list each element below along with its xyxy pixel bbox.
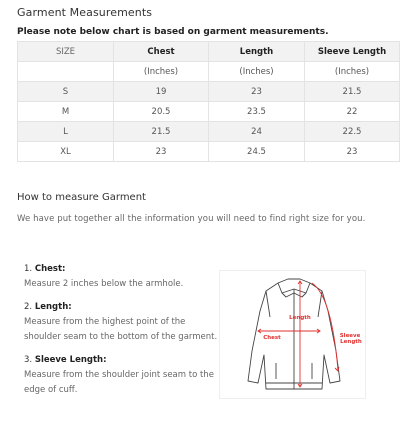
chest-cell: 23 xyxy=(114,142,209,162)
sleeve-length-label xyxy=(340,333,363,345)
page-title: Garment Measurements xyxy=(17,6,153,19)
length-cell: 24 xyxy=(209,122,305,142)
unit-cell xyxy=(18,62,114,82)
size-cell: L xyxy=(18,122,114,142)
chest-cell: 20.5 xyxy=(114,102,209,122)
measurement-steps xyxy=(24,262,219,398)
step-number: 2. xyxy=(24,302,33,312)
step-heading xyxy=(24,262,219,277)
table-units-row xyxy=(18,62,400,82)
step-number: 3. xyxy=(24,355,33,365)
length-cell: 23 xyxy=(209,82,305,102)
header-length: Length xyxy=(209,42,305,62)
length-cell: 23.5 xyxy=(209,102,305,122)
table-row xyxy=(18,122,400,142)
header-size: SIZE xyxy=(18,42,114,62)
sleeve-cell: 22 xyxy=(305,102,400,122)
table-header-row xyxy=(18,42,400,62)
sleeve-label-line-2: Length xyxy=(340,339,362,345)
unit-cell: (Inches) xyxy=(209,62,305,82)
step-heading xyxy=(24,353,219,368)
sleeve-cell: 22.5 xyxy=(305,122,400,142)
table-row xyxy=(18,82,400,102)
size-cell: M xyxy=(18,102,114,122)
sleeve-label-line-1: Sleeve xyxy=(339,333,361,339)
chest-label: Chest xyxy=(263,335,281,341)
sleeve-cell: 21.5 xyxy=(305,82,400,102)
length-label: Length xyxy=(289,315,311,321)
header-chest: Chest xyxy=(114,42,209,62)
size-cell: XL xyxy=(18,142,114,162)
header-sleeve-length: Sleeve Length xyxy=(305,42,400,62)
step-name: Sleeve Length: xyxy=(34,355,107,365)
jacket-illustration xyxy=(220,271,365,398)
step-name: Chest: xyxy=(34,264,66,274)
size-cell: S xyxy=(18,82,114,102)
size-chart-table xyxy=(17,41,400,162)
step-text: Measure from the shoulder joint seam to the edge of cuff. xyxy=(24,370,214,395)
chest-cell: 21.5 xyxy=(114,122,209,142)
jacket-measurement-diagram xyxy=(219,270,366,399)
step-name: Length: xyxy=(34,302,72,312)
unit-cell: (Inches) xyxy=(305,62,400,82)
step-text: Measure from the highest point of the shoulder seam to the bottom of the garment. xyxy=(24,317,218,342)
step-text: Measure 2 inches below the armhole. xyxy=(24,279,184,289)
sleeve-cell: 23 xyxy=(305,142,400,162)
step-heading xyxy=(24,300,219,315)
how-to-intro: We have put together all the information you will need to find right size for you. xyxy=(17,214,366,224)
how-to-heading: How to measure Garment xyxy=(17,192,146,203)
unit-cell: (Inches) xyxy=(114,62,209,82)
table-row xyxy=(18,142,400,162)
table-row xyxy=(18,102,400,122)
chart-note: Please note below chart is based on garment measurements. xyxy=(17,27,329,37)
length-cell: 24.5 xyxy=(209,142,305,162)
step-number: 1. xyxy=(24,264,33,274)
chest-cell: 19 xyxy=(114,82,209,102)
